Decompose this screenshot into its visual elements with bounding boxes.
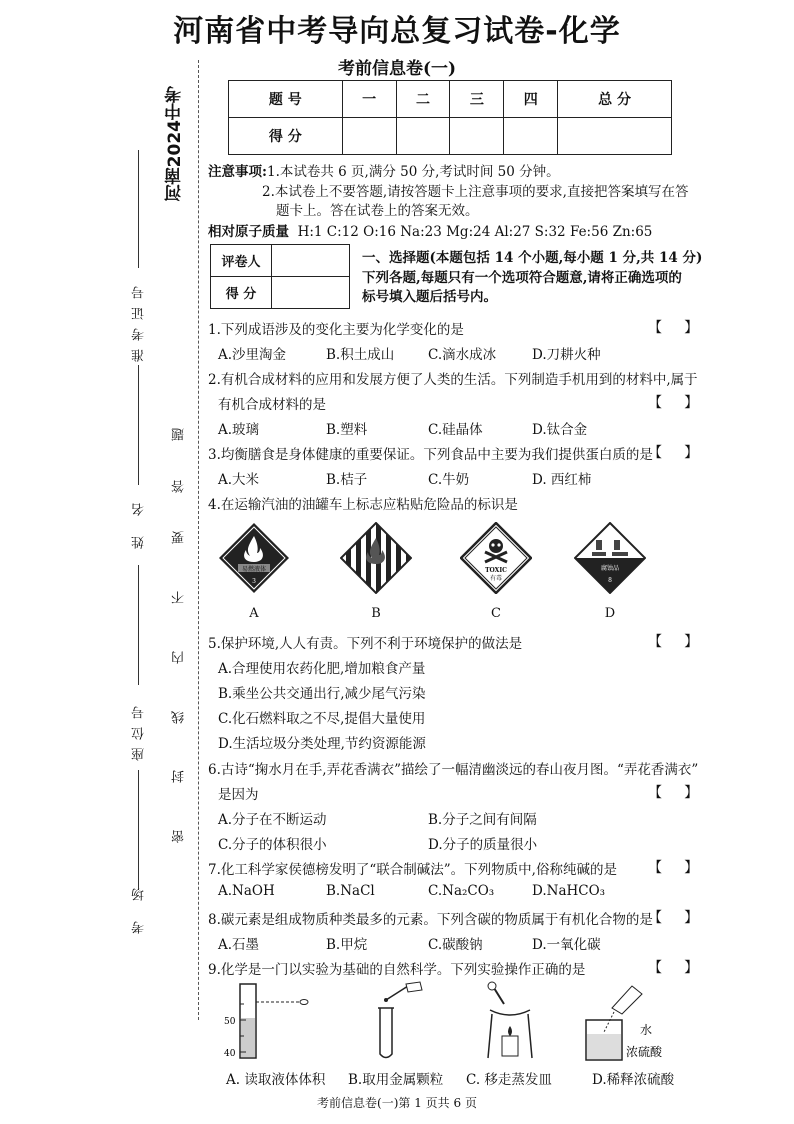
- score-cell[interactable]: [504, 118, 558, 155]
- grader-table: [210, 244, 350, 309]
- question-1: 1.下列成语涉及的变化主要为化学变化的是: [208, 322, 464, 338]
- exam-id-label: 准考证号: [132, 278, 147, 362]
- question-9: 9.化学是一门以实验为基础的自然科学。下列实验操作正确的是: [208, 962, 586, 978]
- seal-char: 内: [172, 643, 187, 664]
- corrosive-sign: [574, 522, 646, 594]
- seal-dashed-line: [198, 60, 199, 1020]
- seal-char: 要: [172, 523, 187, 544]
- option: D.分子的质量很小: [428, 837, 538, 853]
- seat-label: 座位号: [132, 698, 147, 761]
- grader-score-label: 得 分: [211, 277, 272, 309]
- answer-bracket[interactable]: 【 】: [648, 634, 699, 650]
- seal-char: 封: [172, 762, 187, 783]
- score-header-cell: 三: [450, 81, 504, 118]
- option: A.大米: [218, 472, 260, 488]
- answer-bracket[interactable]: 【 】: [648, 785, 699, 801]
- side-brand: 河南2024中考: [165, 86, 185, 202]
- score-header-cell: 二: [396, 81, 450, 118]
- answer-bracket[interactable]: 【 】: [648, 960, 699, 976]
- room-line: [138, 770, 139, 890]
- atomic-masses: [208, 220, 652, 240]
- option: A.合理使用农药化肥,增加粮食产量: [218, 661, 426, 677]
- notes-text: 1.本试卷共 6 页,满分 50 分,考试时间 50 分钟。: [266, 164, 560, 180]
- question-6-cont: 是因为: [218, 787, 259, 803]
- sign-label: C: [491, 606, 501, 621]
- option: A.NaOH: [218, 883, 275, 899]
- seal-char: 密: [172, 822, 187, 843]
- question-7: 7.化工科学家侯德榜发明了“联合制碱法”。下列物质中,俗称纯碱的是: [208, 862, 617, 878]
- experiment-label: C. 移走蒸发皿: [466, 1072, 552, 1088]
- grader-cell[interactable]: [272, 245, 350, 277]
- name-line: [138, 365, 139, 485]
- option: D.NaHCO₃: [532, 883, 606, 899]
- seal-char: 不: [172, 583, 187, 604]
- page-title: 河南省中考导向总复习试卷-化学: [173, 14, 621, 49]
- acid-label: 浓硫酸: [626, 1045, 663, 1059]
- score-cell[interactable]: [450, 118, 504, 155]
- option: C.硅晶体: [428, 422, 483, 438]
- option: B.积土成山: [326, 347, 395, 363]
- grader-score-cell[interactable]: [272, 277, 350, 309]
- section-instruction: 下列各题,每题只有一个选项符合题意,请将正确选项的: [362, 270, 682, 286]
- score-table: [228, 80, 672, 155]
- name-label: 姓 名: [132, 495, 147, 550]
- option: B.乘坐公共交通出行,减少尾气污染: [218, 686, 426, 702]
- option: A.沙里淘金: [218, 347, 287, 363]
- question-2: 2.有机合成材料的应用和发展方便了人类的生活。下列制造手机用到的材料中,属于: [208, 372, 698, 388]
- sign-d-number: 8: [608, 577, 612, 584]
- sign-a-number: 3: [252, 578, 256, 585]
- option: D.钛合金: [532, 422, 588, 438]
- exam-id-line: [138, 150, 139, 268]
- answer-bracket[interactable]: 【 】: [648, 320, 699, 336]
- option: A.玻璃: [218, 422, 260, 438]
- atomic-values: H:1 C:12 O:16 Na:23 Mg:24 Al:27 S:32 Fe:56 Zn:65: [297, 224, 653, 240]
- cylinder-mark: 50: [224, 1017, 236, 1027]
- seal-char: 线: [172, 703, 187, 724]
- page-footer: 考前信息卷(一)第 1 页共 6 页: [317, 1096, 477, 1110]
- option: D.刀耕火种: [532, 347, 601, 363]
- notes-line-3: 题卡上。答在试卷上的答案无效。: [276, 203, 479, 219]
- score-header-cell: 四: [504, 81, 558, 118]
- section-instruction-2: 标号填入题后括号内。: [362, 289, 497, 305]
- answer-bracket[interactable]: 【 】: [648, 860, 699, 876]
- question-6: 6.古诗“掬水月在手,弄花香满衣”描绘了一幅清幽淡远的春山夜月图。“弄花香满衣”: [208, 762, 699, 778]
- measuring-cylinder-figure: [222, 980, 322, 1060]
- score-cell[interactable]: [558, 118, 672, 155]
- notes-label: 注意事项:: [208, 164, 267, 180]
- atomic-label: 相对原子质量: [208, 224, 289, 240]
- experiment-label: A. 读取液体体积: [226, 1072, 326, 1088]
- score-header-cell: 一: [342, 81, 396, 118]
- question-2-cont: 有机合成材料的是: [218, 397, 326, 413]
- score-header-cell: 总 分: [558, 81, 672, 118]
- score-row-label: 得 分: [229, 118, 343, 155]
- sign-c-label-en: TOXIC: [485, 567, 507, 574]
- answer-bracket[interactable]: 【 】: [648, 445, 699, 461]
- score-cell[interactable]: [396, 118, 450, 155]
- cylinder-mark: 40: [224, 1049, 236, 1059]
- sign-c-label-cn: 有毒: [489, 575, 503, 582]
- water-label: 水: [640, 1023, 653, 1037]
- option: B.NaCl: [326, 883, 375, 899]
- question-3: 3.均衡膳食是身体健康的重要保证。下列食品中主要为我们提供蛋白质的是: [208, 447, 653, 463]
- option: C.Na₂CO₃: [428, 883, 495, 899]
- sign-label: A: [249, 606, 259, 621]
- question-5: 5.保护环境,人人有责。下列不利于环境保护的做法是: [208, 636, 523, 652]
- option: C.滴水成冰: [428, 347, 497, 363]
- toxic-sign: [460, 522, 532, 594]
- paper-subtitle: 考前信息卷(一): [337, 59, 457, 79]
- notes-line-1: [208, 160, 560, 180]
- experiment-label: B.取用金属颗粒: [348, 1072, 444, 1088]
- sign-label: D: [604, 606, 616, 621]
- option: C.分子的体积很小: [218, 837, 327, 853]
- seal-char: 题: [172, 420, 187, 441]
- option: C.碳酸钠: [428, 937, 483, 953]
- answer-bracket[interactable]: 【 】: [648, 910, 699, 926]
- option: C.化石燃料取之不尽,提倡大量使用: [218, 711, 426, 727]
- option: D.一氧化碳: [532, 937, 601, 953]
- room-label: 考 场: [132, 880, 147, 935]
- section-heading: 一、选择题(本题包括 14 个小题,每小题 1 分,共 14 分): [362, 250, 703, 266]
- sign-a-label: 易燃液体: [241, 566, 267, 573]
- score-header-cell: 题 号: [229, 81, 343, 118]
- option: A.石墨: [218, 937, 260, 953]
- option: B.塑料: [326, 422, 368, 438]
- option: B.桔子: [326, 472, 368, 488]
- sign-d-label: 腐蚀品: [600, 565, 620, 572]
- option: B.分子之间有间隔: [428, 812, 537, 828]
- notes-line-2: 2.本试卷上不要答题,请按答题卡上注意事项的要求,直接把答案填写在答: [262, 184, 689, 200]
- option: D. 西红柿: [532, 472, 592, 488]
- evaporating-dish-figure: [480, 980, 540, 1062]
- question-4: 4.在运输汽油的油罐车上标志应粘贴危险品的标识是: [208, 497, 518, 513]
- sign-label: B: [371, 606, 381, 621]
- dilute-acid-figure: [582, 980, 692, 1062]
- question-8: 8.碳元素是组成物质种类最多的元素。下列含碳的物质属于有机化合物的是: [208, 912, 653, 928]
- answer-bracket[interactable]: 【 】: [648, 395, 699, 411]
- experiment-label: D.稀释浓硫酸: [592, 1072, 675, 1088]
- flammable-liquid-sign: [218, 522, 290, 594]
- test-tube-figure: [356, 980, 436, 1062]
- option: D.生活垃圾分类处理,节约资源能源: [218, 736, 426, 752]
- seal-char: 答: [172, 472, 187, 493]
- option: A.分子在不断运动: [218, 812, 327, 828]
- grader-label: 评卷人: [211, 245, 272, 277]
- option: B.甲烷: [326, 937, 368, 953]
- score-cell[interactable]: [342, 118, 396, 155]
- flammable-solid-sign: [340, 522, 412, 594]
- option: C.牛奶: [428, 472, 470, 488]
- seat-line: [138, 565, 139, 685]
